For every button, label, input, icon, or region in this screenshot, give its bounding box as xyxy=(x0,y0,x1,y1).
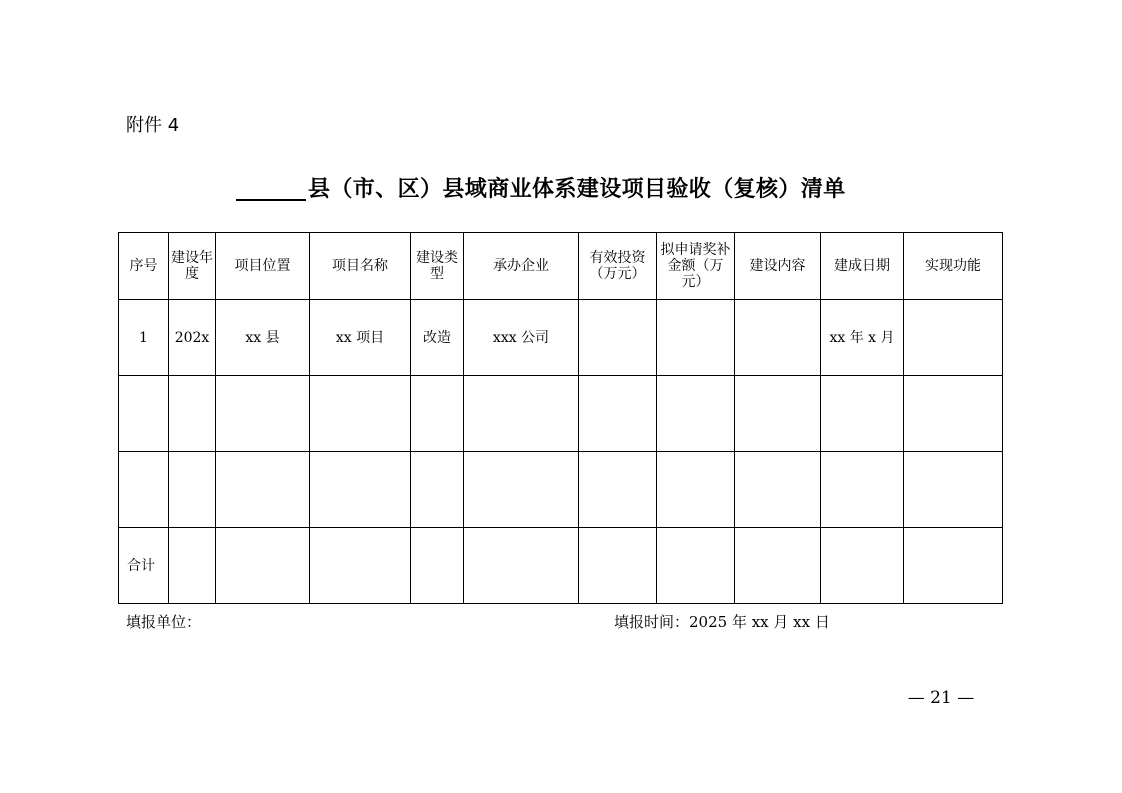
table-row xyxy=(119,376,1003,452)
table-cell xyxy=(579,528,657,604)
table-cell xyxy=(821,376,904,452)
title-text: 县（市、区）县域商业体系建设项目验收（复核）清单 xyxy=(308,176,846,202)
table-cell xyxy=(310,452,411,528)
table-row xyxy=(119,300,1003,376)
table-cell xyxy=(411,376,464,452)
table-cell xyxy=(821,528,904,604)
table-cell xyxy=(119,452,169,528)
table-cell xyxy=(579,452,657,528)
table-cell xyxy=(411,528,464,604)
header-serial-number: 序号 xyxy=(119,233,169,300)
header-project-location: 项目位置 xyxy=(216,233,310,300)
attachment-label: 附件 4 xyxy=(126,115,180,136)
filling-time-label: 填报时间：2025 年 xx 月 xx 日 xyxy=(614,613,830,631)
table-cell xyxy=(735,452,821,528)
header-construction-content: 建设内容 xyxy=(735,233,821,300)
table-cell xyxy=(657,528,735,604)
table-cell xyxy=(904,300,1003,376)
header-undertaking-company: 承办企业 xyxy=(464,233,579,300)
table-header-row xyxy=(119,233,1003,300)
header-completion-date: 建成日期 xyxy=(821,233,904,300)
table-cell xyxy=(821,452,904,528)
table-cell: 1 xyxy=(119,300,169,376)
table-cell: 202x xyxy=(169,300,216,376)
total-label: 合计 xyxy=(119,528,169,604)
table-cell xyxy=(579,300,657,376)
table-cell xyxy=(310,528,411,604)
document-title xyxy=(236,174,886,208)
table-cell xyxy=(657,452,735,528)
table-cell xyxy=(657,376,735,452)
table-cell xyxy=(735,300,821,376)
table-cell xyxy=(310,376,411,452)
table-cell xyxy=(904,376,1003,452)
table-cell xyxy=(657,300,735,376)
title-fill-in-blank xyxy=(236,199,306,201)
filling-unit-label: 填报单位： xyxy=(126,613,202,631)
table-cell: xx 年 x 月 xyxy=(821,300,904,376)
table-cell: xx 县 xyxy=(216,300,310,376)
table-cell xyxy=(904,528,1003,604)
project-acceptance-table xyxy=(118,232,1003,604)
table-cell xyxy=(216,376,310,452)
page-number: — 21 — xyxy=(907,688,975,708)
table-cell xyxy=(119,376,169,452)
table-cell xyxy=(216,452,310,528)
table-cell: xx 项目 xyxy=(310,300,411,376)
table-cell xyxy=(735,376,821,452)
header-project-name: 项目名称 xyxy=(310,233,411,300)
header-realized-function: 实现功能 xyxy=(904,233,1003,300)
header-effective-investment: 有效投资（万元） xyxy=(579,233,657,300)
table-cell xyxy=(169,528,216,604)
table-cell xyxy=(411,452,464,528)
table-cell: 改造 xyxy=(411,300,464,376)
table-cell xyxy=(735,528,821,604)
table-row xyxy=(119,452,1003,528)
table-cell xyxy=(169,452,216,528)
table-cell xyxy=(464,528,579,604)
table-cell xyxy=(464,376,579,452)
table-cell xyxy=(169,376,216,452)
table-total-row xyxy=(119,528,1003,604)
table-cell xyxy=(216,528,310,604)
header-subsidy-amount: 拟申请奖补金额（万元） xyxy=(657,233,735,300)
header-construction-year: 建设年度 xyxy=(169,233,216,300)
table-cell: xxx 公司 xyxy=(464,300,579,376)
table-cell xyxy=(464,452,579,528)
table-cell xyxy=(904,452,1003,528)
header-construction-type: 建设类型 xyxy=(411,233,464,300)
table-cell xyxy=(579,376,657,452)
